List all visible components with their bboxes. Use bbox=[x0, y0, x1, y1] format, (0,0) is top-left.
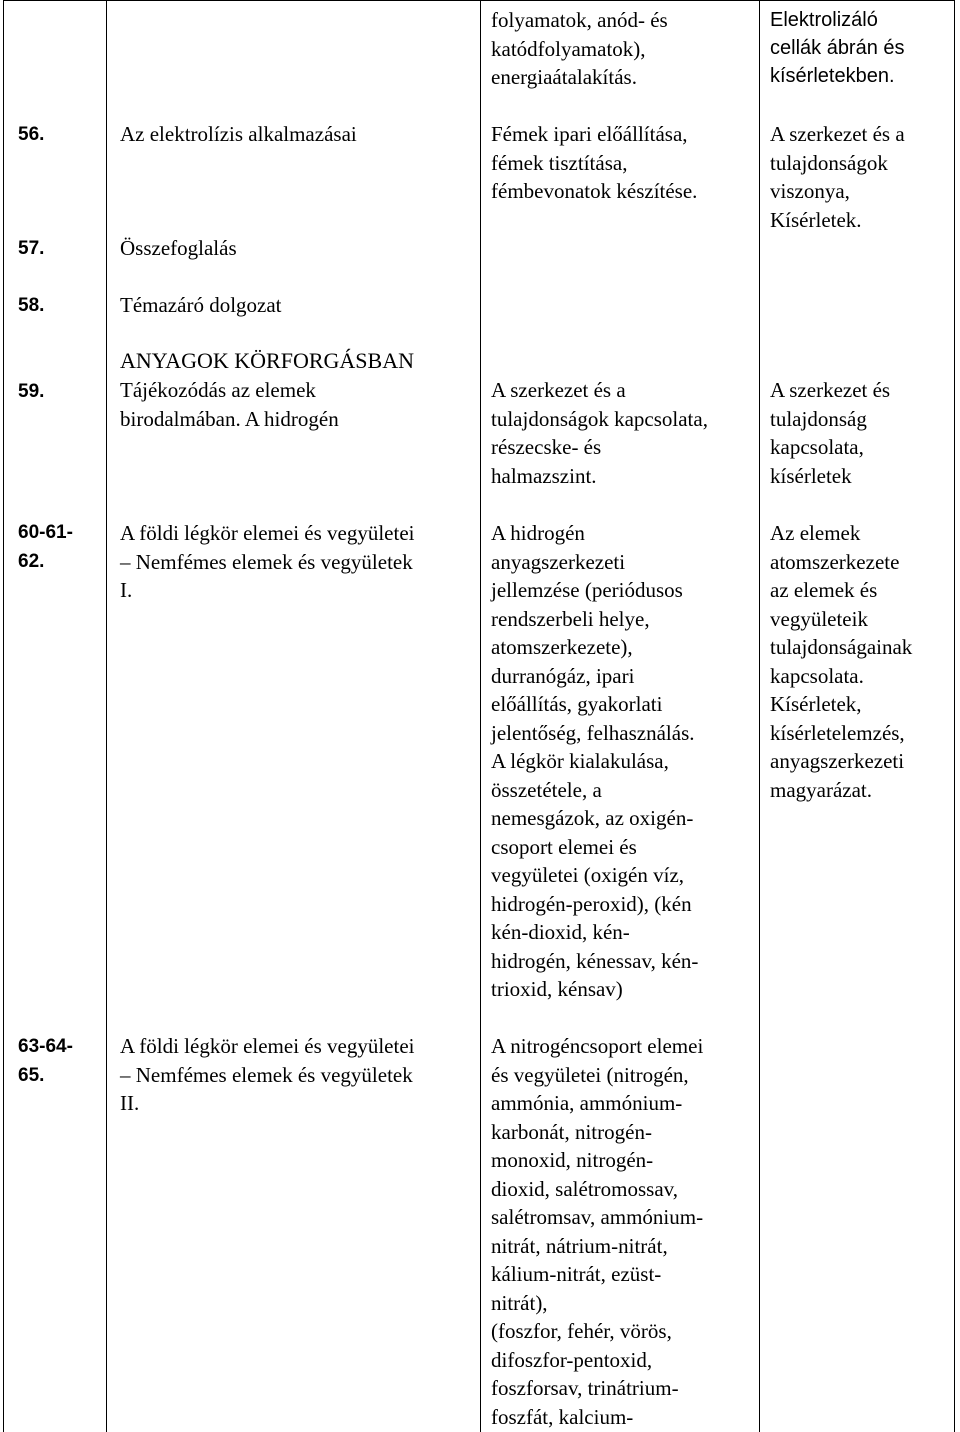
table-cell-skills: A szerkezet és a tulajdonságok viszonya, Kísérletek. bbox=[770, 122, 905, 232]
lesson-number: 57. bbox=[18, 238, 45, 259]
table-cell-content: Fémek ipari előállítása, fémek tisztítása, fémbevonatok készítése. bbox=[491, 122, 698, 203]
lesson-topic: A földi légkör elemei és vegyületei – Nemfémes elemek és vegyületek II. bbox=[120, 1034, 415, 1115]
table-border-top bbox=[3, 0, 955, 1]
table-cell-content: A nitrogéncsoport elemei és vegyületei (nitrogén, ammónia, ammónium- karbonát, nitrogén- monoxid, nitrogén- dioxid, salétromossav, salétromsav, ammónium- nitrát, nátrium-nitrát, kálium-nitrát, ezüst- nitrát), (foszfor, fehér, vörös, difoszfor-pentoxid, foszforsav, trinátrium- foszfát, kalcium- bbox=[491, 1034, 704, 1429]
lesson-topic: Az elektrolízis alkalmazásai bbox=[120, 122, 357, 146]
lesson-number: 56. bbox=[18, 124, 45, 145]
lesson-topic: Összefoglalás bbox=[120, 236, 237, 260]
table-border-right bbox=[954, 0, 955, 1432]
table-cell-content: folyamatok, anód- és katódfolyamatok), energiaátalakítás. bbox=[491, 8, 668, 89]
lesson-number: 58. bbox=[18, 295, 45, 316]
column-divider bbox=[106, 0, 107, 1432]
lesson-topic: Témazáró dolgozat bbox=[120, 293, 282, 317]
table-cell-content: A hidrogén anyagszerkezeti jellemzése (periódusos rendszerbeli helye, atomszerkezete), durranógáz, ipari előállítás, gyakorlati jelentőség, felhasználás. A légkör kialakulása, összetétele, a nemesgázok, az oxigén- csoport elemei és vegyületei (oxigén víz, hidrogén-peroxid), (kén kén-dioxid, kén- hidrogén, kénessav, kén- trioxid, kénsav) bbox=[491, 521, 699, 1001]
table-cell-skills: Elektrolizáló cellák ábrán és kísérletekben. bbox=[770, 9, 905, 87]
table-cell-content: A szerkezet és a tulajdonságok kapcsolata, részecske- és halmazszint. bbox=[491, 378, 708, 488]
table-border-left bbox=[3, 0, 4, 1432]
section-heading: ANYAGOK KÖRFORGÁSBAN bbox=[120, 348, 414, 373]
column-divider bbox=[480, 0, 481, 1432]
lesson-number: 59. bbox=[18, 381, 45, 402]
lesson-number: 63-64- 65. bbox=[18, 1036, 73, 1086]
lesson-topic: A földi légkör elemei és vegyületei – Nemfémes elemek és vegyületek I. bbox=[120, 521, 415, 602]
column-divider bbox=[759, 0, 760, 1432]
table-cell-skills: Az elemek atomszerkezete az elemek és vegyületeik tulajdonságainak kapcsolata. Kísérletek, kísérletelemzés, anyagszerkezeti magyarázat. bbox=[770, 521, 913, 802]
lesson-topic: Tájékozódás az elemek birodalmában. A hidrogén bbox=[120, 378, 339, 431]
table-cell-skills: A szerkezet és tulajdonság kapcsolata, kísérletek bbox=[770, 378, 891, 488]
lesson-number: 60-61- 62. bbox=[18, 522, 73, 572]
